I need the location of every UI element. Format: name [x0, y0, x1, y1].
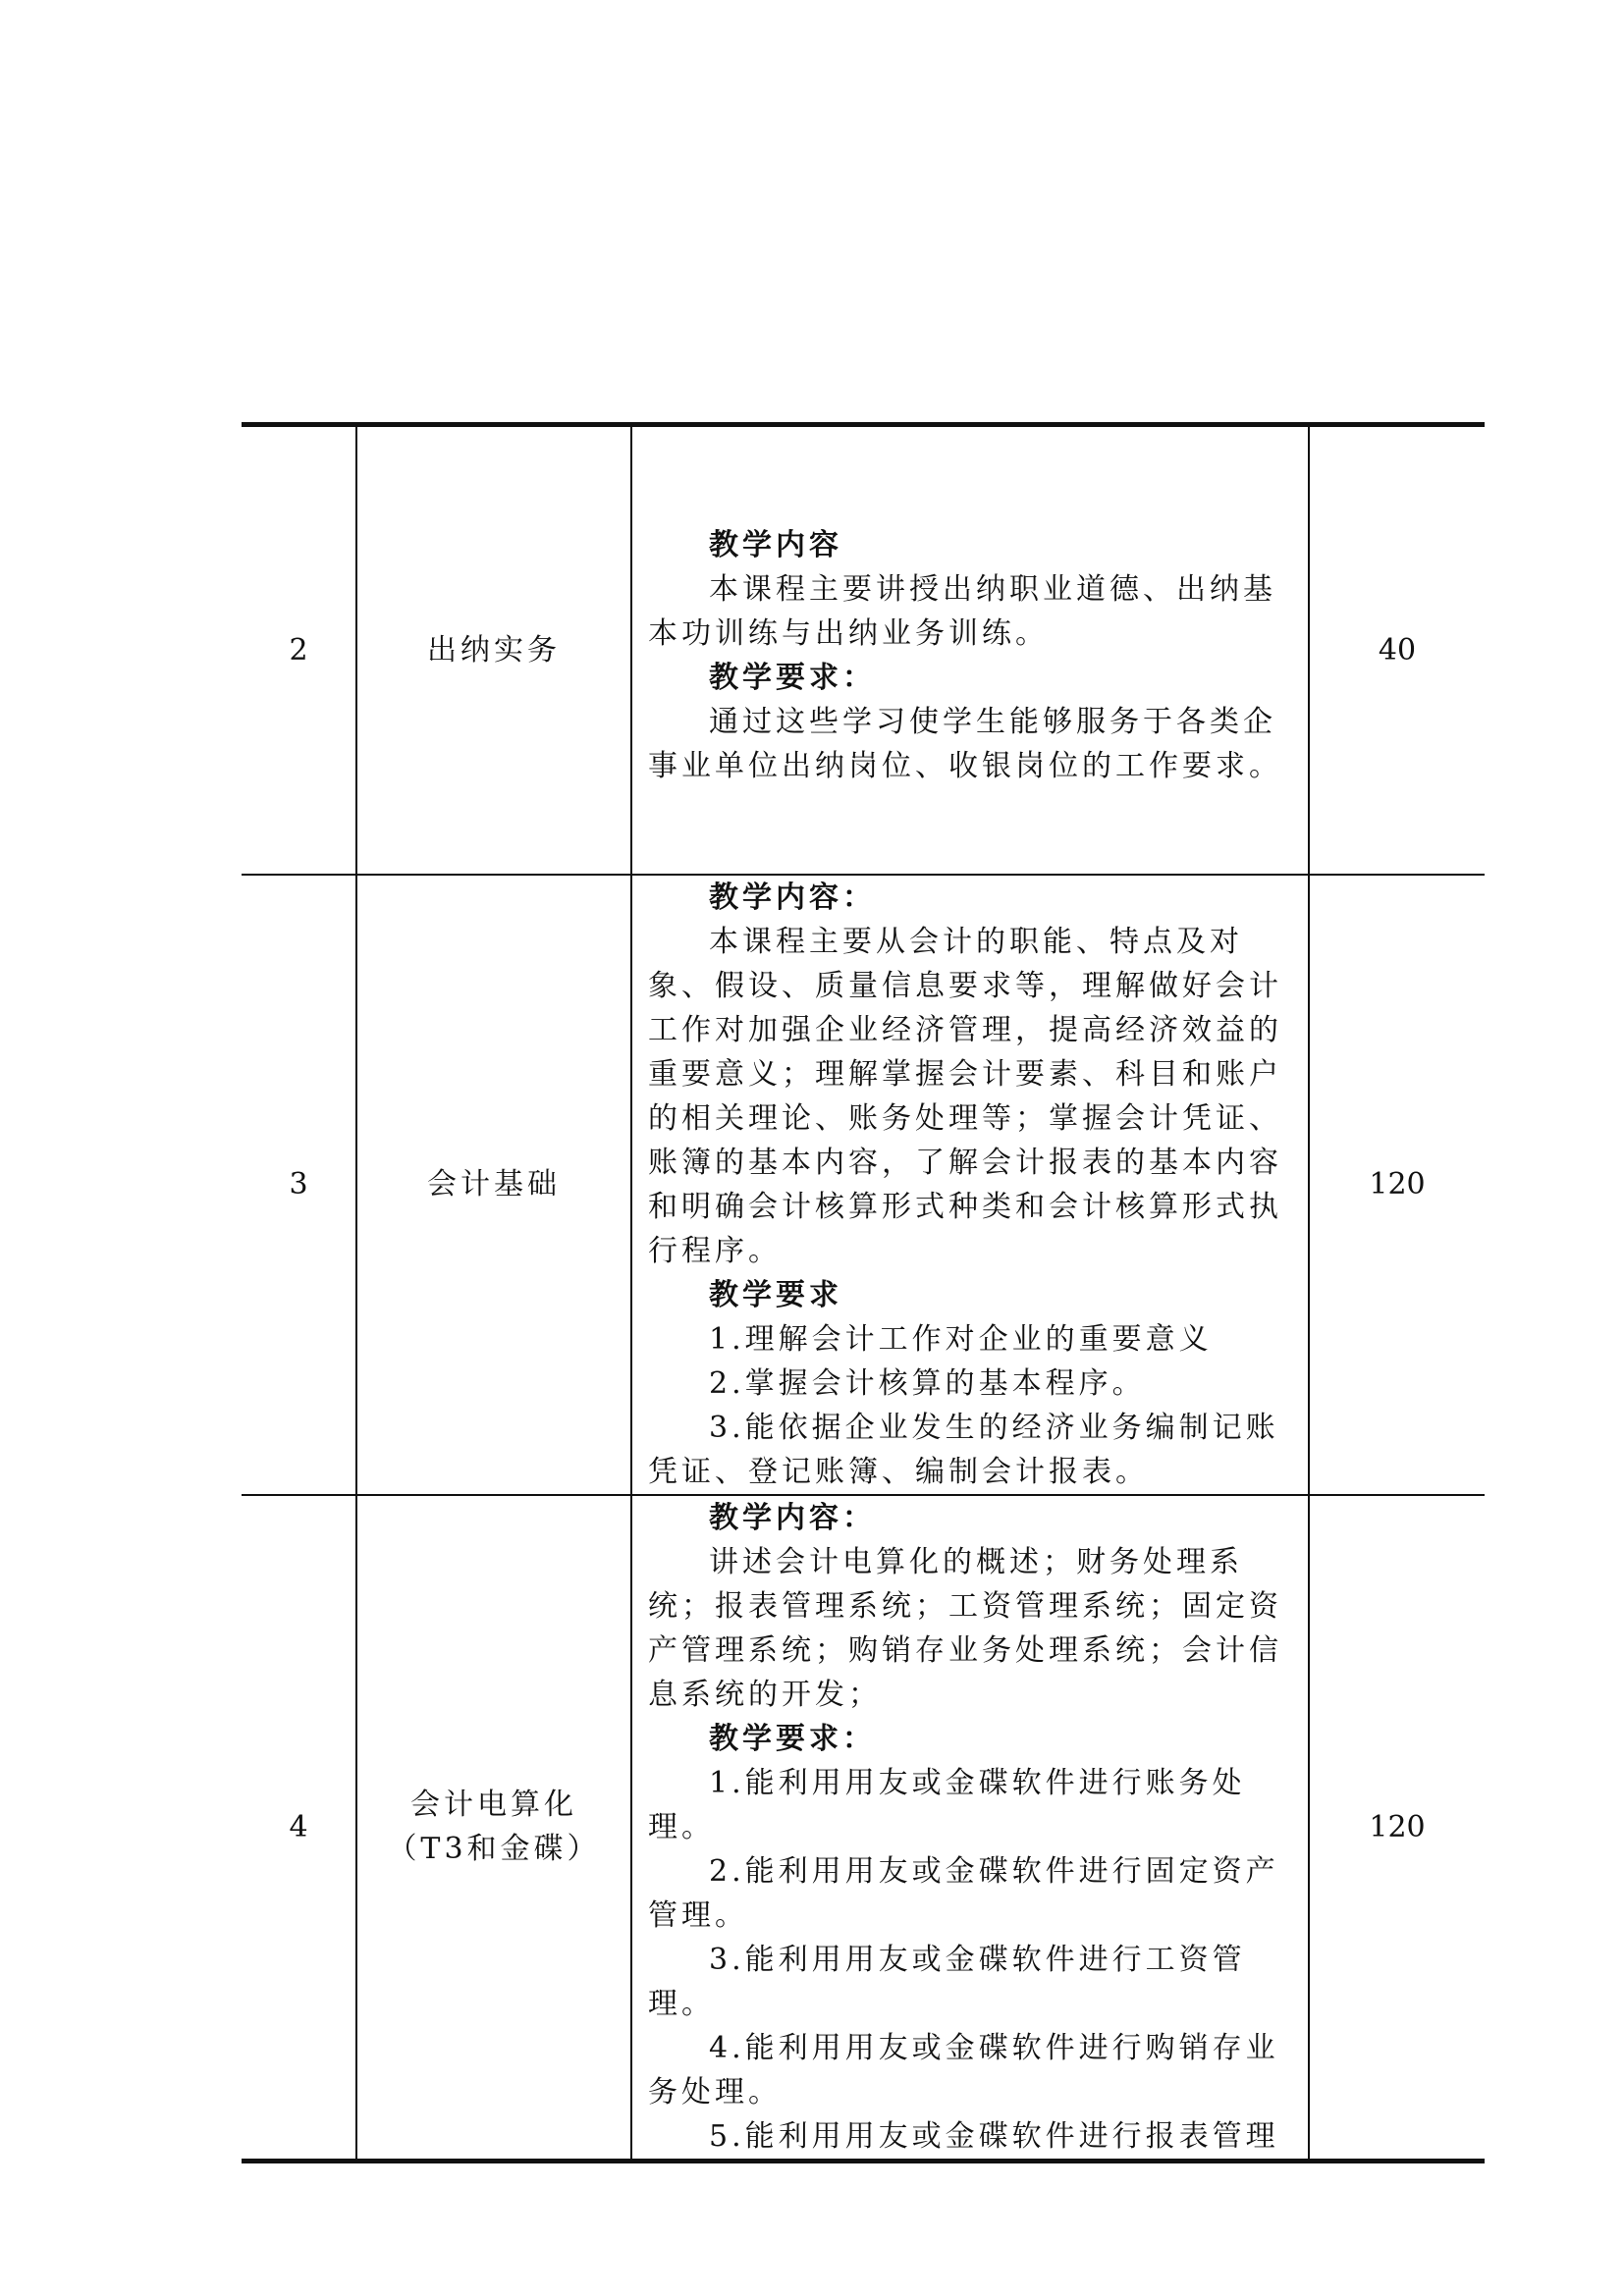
table-row-course-4 [242, 1495, 1485, 2162]
content-paragraph: 讲述会计电算化的概述；财务处理系统；报表管理系统；工资管理系统；固定资产管理系统；购销存业务处理系统；会计信息系统的开发； [648, 1544, 1282, 1712]
requirement-item: 1.理解会计工作对企业的重要意义 [709, 1321, 1213, 1357]
course-name [356, 875, 631, 1495]
requirement-heading: 教学要求 [709, 1277, 842, 1312]
content-paragraph: 本课程主要讲授出纳职业道德、出纳基本功训练与出纳业务训练。 [648, 572, 1276, 652]
requirement-item: 3.能利用用友或金碟软件进行工资管理。 [648, 1942, 1246, 2021]
table-row-course-3 [242, 875, 1485, 1495]
requirement-item: 5.能利用用友或金碟软件进行报表管理 [709, 2118, 1279, 2154]
course-description [631, 425, 1309, 875]
course-hours: 120 [1309, 875, 1485, 1495]
course-number: 2 [242, 425, 356, 875]
course-description [631, 1495, 1309, 2162]
course-hours: 40 [1309, 425, 1485, 875]
course-hours: 120 [1309, 1495, 1485, 2162]
content-heading: 教学内容 [709, 528, 842, 563]
curriculum-table [242, 422, 1485, 2163]
course-number: 4 [242, 1495, 356, 2162]
course-name [356, 425, 631, 875]
course-name-subtitle: （T3和金碟） [387, 1832, 601, 1866]
requirement-heading: 教学要求： [709, 661, 876, 696]
course-number: 3 [242, 875, 356, 1495]
content-paragraph: 本课程主要从会计的职能、特点及对象、假设、质量信息要求等，理解做好会计工作对加强企业经济管理，提高经济效益的重要意义；理解掌握会计要素、科目和账户的相关理论、账务处理等；掌握会计凭证、账簿的基本内容，了解会计报表的基本内容和明确会计核算形式种类和会计核算形式执行程序。 [648, 924, 1282, 1268]
requirement-paragraph: 通过这些学习使学生能够服务于各类企事业单位出纳岗位、收银岗位的工作要求。 [648, 705, 1282, 784]
course-name [356, 1495, 631, 2162]
requirement-item: 2.掌握会计核算的基本程序。 [709, 1365, 1146, 1401]
content-heading: 教学内容： [709, 880, 876, 915]
requirement-item: 4.能利用用友或金碟软件进行购销存业务处理。 [648, 2030, 1279, 2109]
requirement-item: 1.能利用用友或金碟软件进行账务处理。 [648, 1765, 1246, 1844]
table-row-course-2 [242, 425, 1485, 875]
course-name-text: 出纳实务 [427, 632, 561, 667]
requirement-item: 3.能依据企业发生的经济业务编制记账凭证、登记账簿、编制会计报表。 [648, 1410, 1279, 1489]
content-heading: 教学内容： [709, 1500, 876, 1535]
requirement-item: 2.能利用用友或金碟软件进行固定资产管理。 [648, 1853, 1279, 1933]
course-description [631, 875, 1309, 1495]
course-name-text: 会计电算化 [410, 1788, 577, 1822]
course-name-text: 会计基础 [427, 1167, 561, 1201]
requirement-heading: 教学要求： [709, 1721, 876, 1756]
